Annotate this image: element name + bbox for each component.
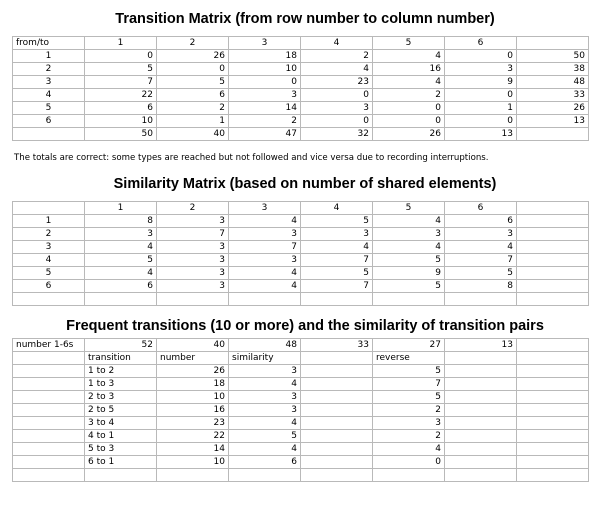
column-header: 2 [157,37,229,50]
summary-label: number 1-6s [13,339,85,352]
table-cell: 2 [229,115,301,128]
table-cell: 3 [157,267,229,280]
table-cell: 4 [373,50,445,63]
empty-cell [301,430,373,443]
table-cell: 2 [301,50,373,63]
similarity-cell: 4 [229,443,301,456]
table-row [13,128,589,141]
summary-value: 52 [85,339,157,352]
table-cell: 4 [229,280,301,293]
empty-cell [229,469,301,482]
table-cell: 2 [157,102,229,115]
transition-cell: 6 to 1 [85,456,157,469]
table-cell: 3 [373,228,445,241]
empty-cell [301,417,373,430]
table-row [13,430,589,443]
table-cell: 7 [157,228,229,241]
table-cell: 0 [373,102,445,115]
transition-cell: 3 to 4 [85,417,157,430]
table-cell: 22 [85,89,157,102]
table-row [13,63,589,76]
empty-cell [13,202,85,215]
column-total: 26 [373,128,445,141]
number-cell: 23 [157,417,229,430]
table-cell: 5 [85,63,157,76]
table-cell: 3 [157,215,229,228]
table-cell: 3 [445,228,517,241]
transition-matrix-table [12,36,589,141]
row-total: 13 [517,115,589,128]
empty-cell [517,254,589,267]
similarity-cell: 6 [229,456,301,469]
table-cell: 0 [85,50,157,63]
empty-cell [301,443,373,456]
empty-cell [517,128,589,141]
empty-cell [517,378,589,391]
table-cell: 9 [445,76,517,89]
empty-cell [229,293,301,306]
table-cell: 7 [301,280,373,293]
table-row [13,215,589,228]
table-cell: 5 [373,254,445,267]
table-cell: 3 [445,63,517,76]
row-label: 2 [13,63,85,76]
row-label: 4 [13,89,85,102]
table-cell: 5 [445,267,517,280]
column-total: 13 [445,128,517,141]
empty-cell [517,215,589,228]
empty-cell [13,443,85,456]
table-cell: 16 [373,63,445,76]
number-cell: 10 [157,391,229,404]
frequent-transitions-title: Frequent transitions (10 or more) and the similarity of transition pairs [66,318,544,334]
transition-cell: 5 to 3 [85,443,157,456]
table-row [13,469,589,482]
row-label: 6 [13,280,85,293]
table-cell: 7 [229,241,301,254]
table-cell: 2 [373,89,445,102]
empty-cell [13,404,85,417]
similarity-cell: 4 [229,378,301,391]
empty-cell [517,456,589,469]
column-header: 5 [373,202,445,215]
transition-matrix-title: Transition Matrix (from row number to column number) [115,11,495,27]
empty-cell [13,391,85,404]
empty-cell [445,404,517,417]
column-header: transition [85,352,157,365]
row-label: 5 [13,267,85,280]
row-label: 5 [13,102,85,115]
table-cell: 26 [157,50,229,63]
summary-value: 27 [373,339,445,352]
empty-cell [301,404,373,417]
empty-cell [13,293,85,306]
table-row [13,293,589,306]
table-cell: 4 [373,76,445,89]
empty-cell [13,352,85,365]
table-cell: 0 [229,76,301,89]
transition-cell: 2 to 3 [85,391,157,404]
empty-cell [517,365,589,378]
table-cell: 4 [85,267,157,280]
table-row [13,417,589,430]
number-cell: 16 [157,404,229,417]
empty-cell [517,280,589,293]
reverse-cell: 3 [373,417,445,430]
column-total: 47 [229,128,301,141]
similarity-matrix-table [12,201,589,306]
empty-cell [517,339,589,352]
empty-cell [445,456,517,469]
table-cell: 18 [229,50,301,63]
empty-cell [157,293,229,306]
summary-value: 40 [157,339,229,352]
table-cell: 3 [229,89,301,102]
table-cell: 0 [157,63,229,76]
empty-cell [517,267,589,280]
empty-cell [445,352,517,365]
table-cell: 5 [373,280,445,293]
column-header: 2 [157,202,229,215]
empty-cell [445,430,517,443]
table-row [13,456,589,469]
row-label: 4 [13,254,85,267]
empty-cell [301,456,373,469]
table-cell: 10 [229,63,301,76]
table-cell: 4 [373,241,445,254]
empty-cell [445,443,517,456]
similarity-cell: 3 [229,404,301,417]
table-cell: 7 [445,254,517,267]
table-cell: 0 [445,115,517,128]
table-row [13,254,589,267]
table-cell: 4 [445,241,517,254]
table-row [13,102,589,115]
frequent-transitions-table [12,338,589,482]
column-total: 32 [301,128,373,141]
table-cell: 3 [85,228,157,241]
summary-value: 48 [229,339,301,352]
column-header: 4 [301,37,373,50]
transition-cell: 4 to 1 [85,430,157,443]
table-row [13,404,589,417]
table-cell: 3 [229,228,301,241]
empty-cell [517,241,589,254]
table-cell: 3 [157,241,229,254]
table-row [13,391,589,404]
empty-cell [301,391,373,404]
table-row [13,365,589,378]
table-cell: 6 [445,215,517,228]
empty-cell [517,391,589,404]
table-cell: 8 [85,215,157,228]
summary-value: 13 [445,339,517,352]
number-cell: 14 [157,443,229,456]
table-row [13,241,589,254]
column-header: similarity [229,352,301,365]
empty-cell [517,404,589,417]
transition-cell: 2 to 5 [85,404,157,417]
table-row [13,339,589,352]
table-cell: 4 [301,241,373,254]
table-cell: 4 [85,241,157,254]
empty-cell [13,128,85,141]
totals-note: The totals are correct: some types are reached but not followed and vice versa due to recording interruptions. [14,153,489,163]
table-cell: 3 [157,280,229,293]
reverse-cell: 0 [373,456,445,469]
row-total: 33 [517,89,589,102]
table-cell: 5 [85,254,157,267]
table-cell: 4 [301,63,373,76]
corner-label: from/to [13,37,85,50]
table-row [13,89,589,102]
reverse-cell: 5 [373,391,445,404]
table-cell: 10 [85,115,157,128]
table-cell: 7 [301,254,373,267]
reverse-cell: 2 [373,430,445,443]
table-row [13,267,589,280]
table-row [13,352,589,365]
table-cell: 6 [157,89,229,102]
empty-cell [301,469,373,482]
table-cell: 4 [229,267,301,280]
column-header: 3 [229,202,301,215]
empty-cell [373,293,445,306]
empty-cell [445,469,517,482]
table-cell: 0 [301,89,373,102]
transition-cell: 1 to 3 [85,378,157,391]
table-row [13,280,589,293]
table-cell: 0 [445,89,517,102]
empty-cell [301,293,373,306]
table-cell: 0 [445,50,517,63]
table-cell: 1 [445,102,517,115]
column-header: 1 [85,37,157,50]
empty-cell [13,417,85,430]
row-label: 3 [13,241,85,254]
table-cell: 4 [229,215,301,228]
empty-cell [85,469,157,482]
table-cell: 4 [373,215,445,228]
table-cell: 7 [85,76,157,89]
table-cell: 8 [445,280,517,293]
table-row [13,202,589,215]
empty-cell [517,228,589,241]
row-label: 3 [13,76,85,89]
column-header: 6 [445,37,517,50]
number-cell: 18 [157,378,229,391]
row-total: 38 [517,63,589,76]
empty-cell [157,469,229,482]
reverse-cell: 4 [373,443,445,456]
table-cell: 5 [157,76,229,89]
table-cell: 1 [157,115,229,128]
row-total: 26 [517,102,589,115]
table-cell: 3 [301,228,373,241]
column-header: reverse [373,352,445,365]
table-cell: 0 [373,115,445,128]
table-row [13,443,589,456]
empty-cell [445,417,517,430]
table-row [13,76,589,89]
empty-cell [301,365,373,378]
table-row [13,50,589,63]
empty-cell [301,378,373,391]
empty-cell [517,417,589,430]
table-cell: 3 [157,254,229,267]
row-label: 6 [13,115,85,128]
row-total: 50 [517,50,589,63]
similarity-cell: 3 [229,365,301,378]
empty-cell [517,202,589,215]
empty-cell [445,391,517,404]
reverse-cell: 2 [373,404,445,417]
column-header: number [157,352,229,365]
table-cell: 0 [301,115,373,128]
similarity-cell: 5 [229,430,301,443]
empty-cell [445,293,517,306]
similarity-cell: 3 [229,391,301,404]
empty-cell [13,365,85,378]
empty-cell [517,293,589,306]
number-cell: 10 [157,456,229,469]
table-cell: 5 [301,215,373,228]
table-row [13,378,589,391]
table-cell: 23 [301,76,373,89]
table-cell: 6 [85,280,157,293]
empty-cell [517,352,589,365]
table-cell: 14 [229,102,301,115]
column-header: 1 [85,202,157,215]
empty-cell [13,430,85,443]
row-label: 1 [13,50,85,63]
table-cell: 3 [301,102,373,115]
number-cell: 26 [157,365,229,378]
reverse-cell: 7 [373,378,445,391]
column-total: 50 [85,128,157,141]
empty-cell [445,378,517,391]
number-cell: 22 [157,430,229,443]
column-header: 5 [373,37,445,50]
empty-cell [517,443,589,456]
column-header: 3 [229,37,301,50]
empty-cell [301,352,373,365]
table-cell: 6 [85,102,157,115]
row-total: 48 [517,76,589,89]
empty-cell [13,378,85,391]
empty-cell [517,469,589,482]
row-label: 1 [13,215,85,228]
row-label: 2 [13,228,85,241]
empty-cell [13,456,85,469]
similarity-cell: 4 [229,417,301,430]
empty-cell [373,469,445,482]
transition-cell: 1 to 2 [85,365,157,378]
column-total: 40 [157,128,229,141]
table-cell: 5 [301,267,373,280]
empty-cell [445,365,517,378]
empty-cell [85,293,157,306]
empty-cell [517,430,589,443]
table-row [13,228,589,241]
column-header: 4 [301,202,373,215]
table-row [13,115,589,128]
table-row [13,37,589,50]
table-cell: 3 [229,254,301,267]
table-cell: 9 [373,267,445,280]
empty-cell [13,469,85,482]
similarity-matrix-title: Similarity Matrix (based on number of shared elements) [113,176,497,192]
summary-value: 33 [301,339,373,352]
reverse-cell: 5 [373,365,445,378]
empty-cell [517,37,589,50]
column-header: 6 [445,202,517,215]
